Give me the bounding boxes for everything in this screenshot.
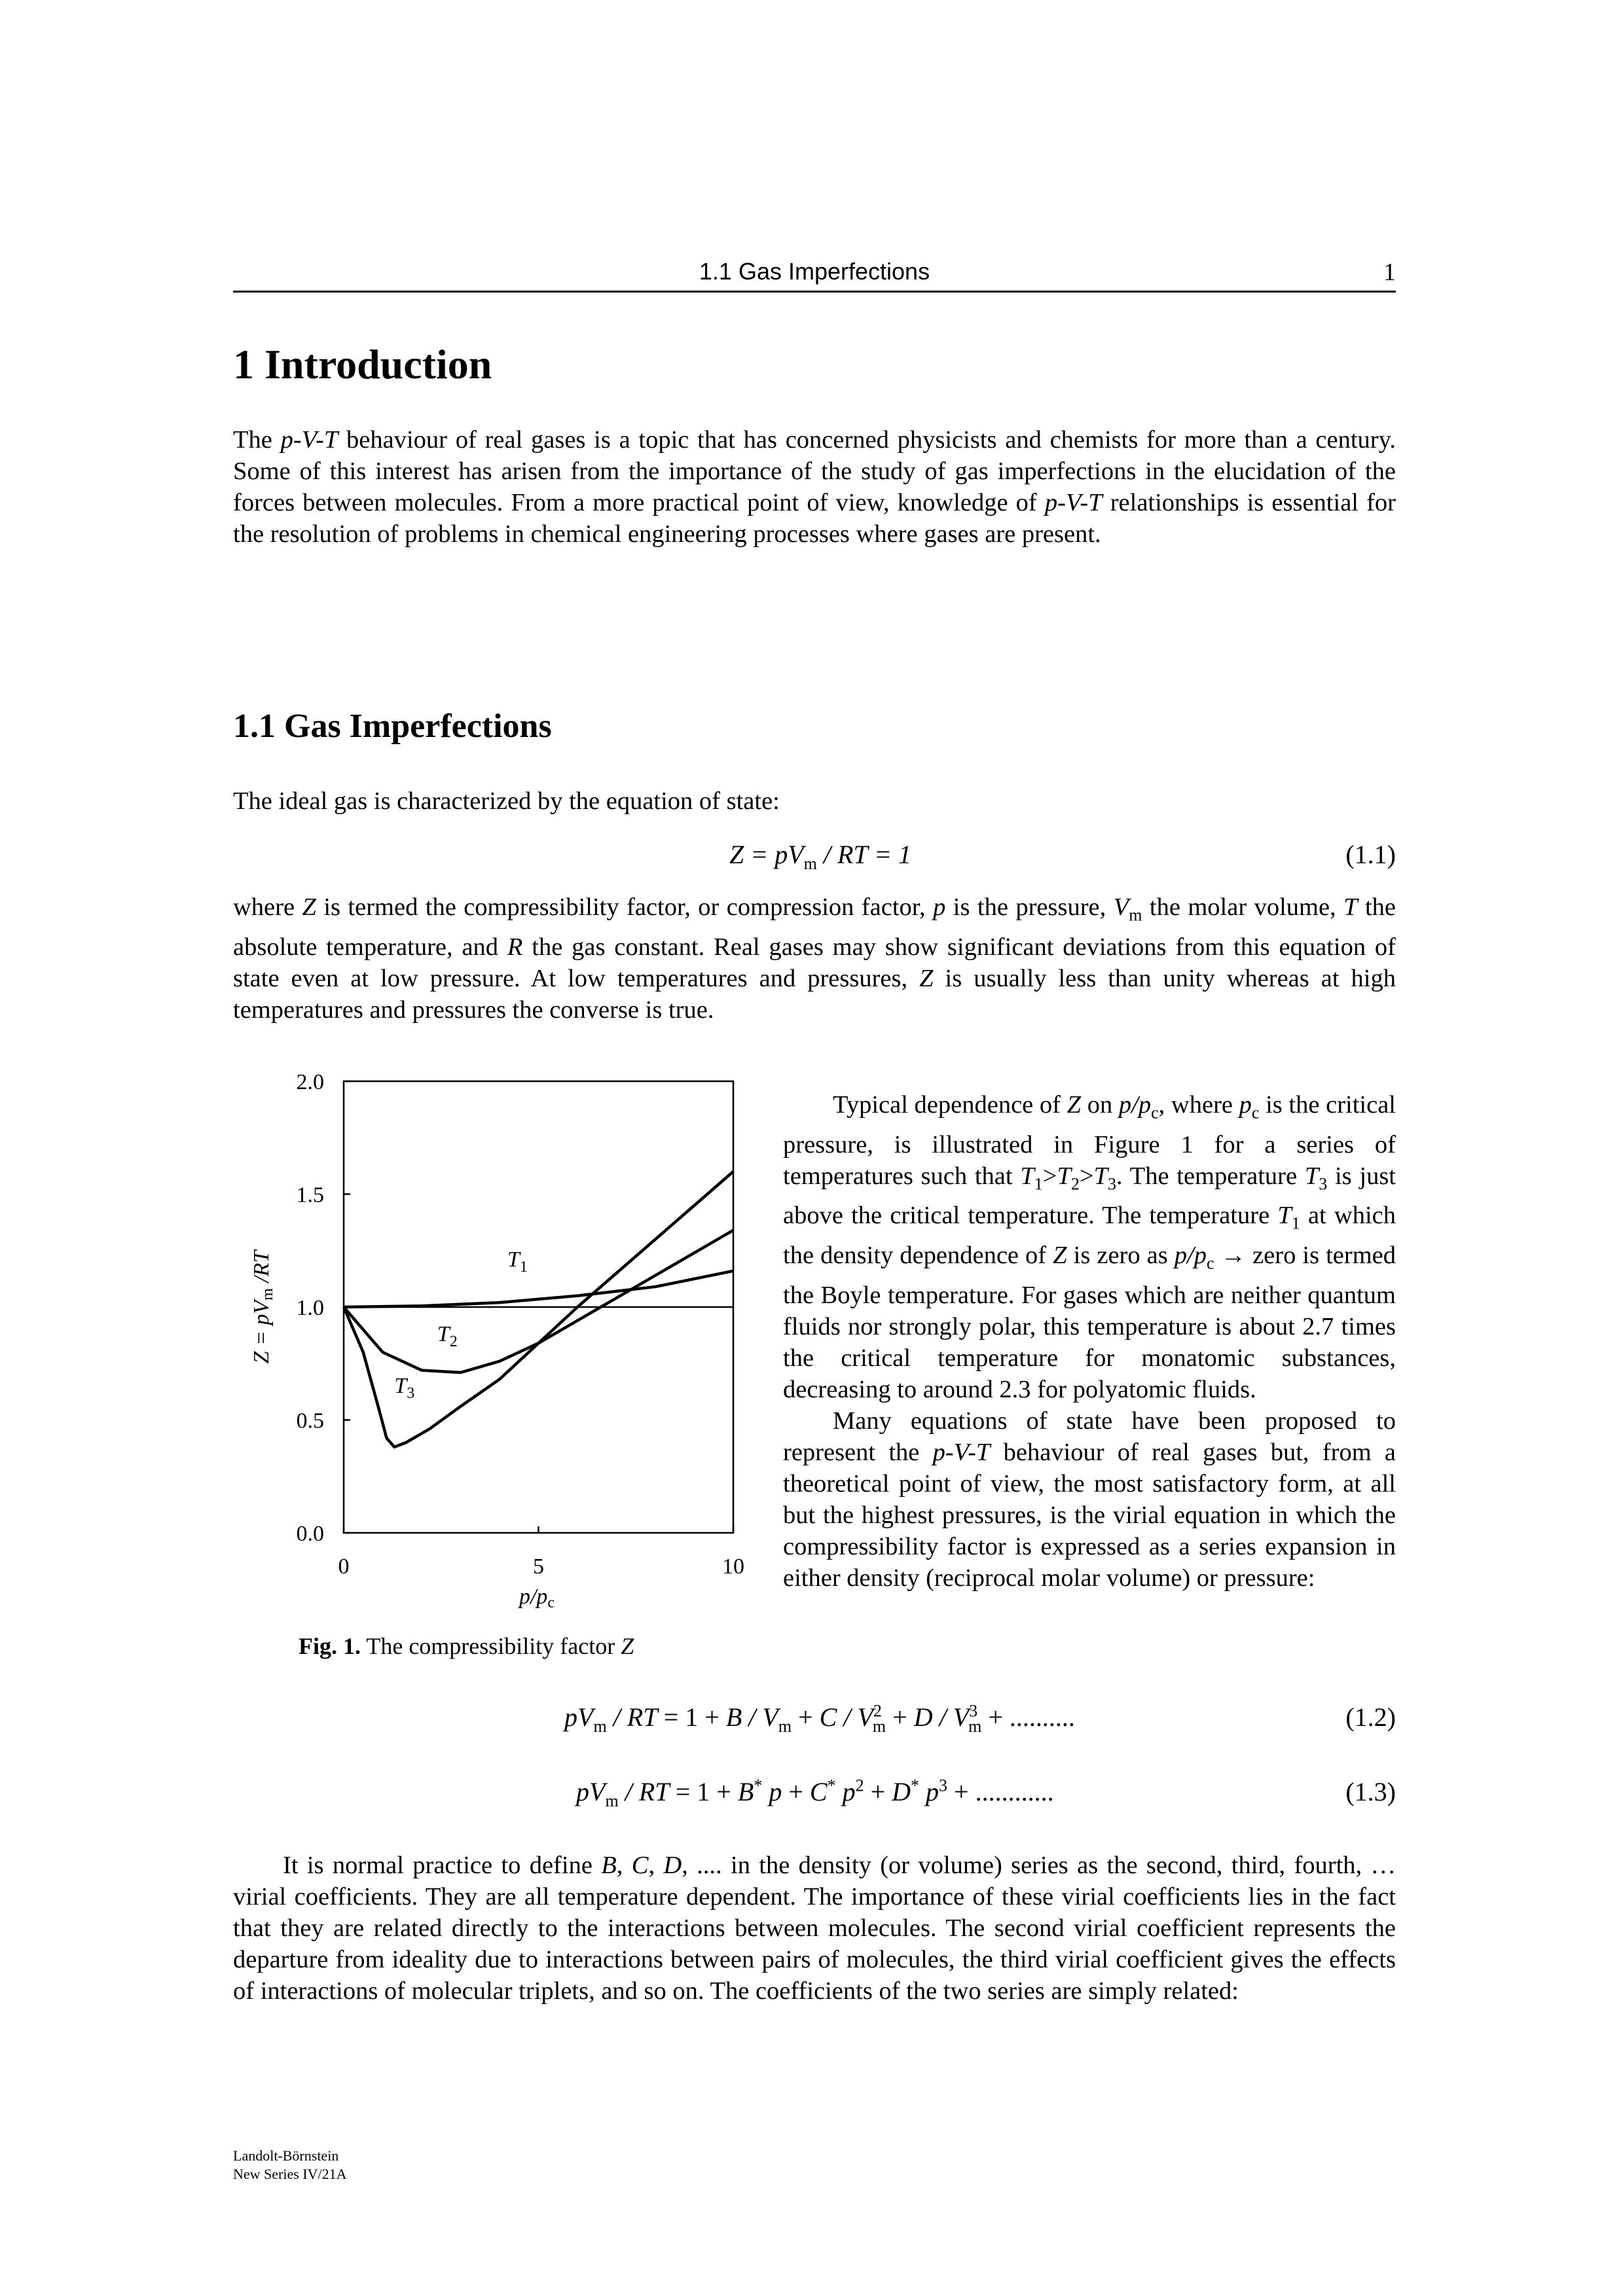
series-labels: [394, 1247, 527, 1402]
where-paragraph: where Z is termed the compressibility factor, or compression factor, p is the pressure, $V_m$ the molar volume, T the absolute temperature, and R the gas constant. Real gases may show significant deviations from this equation of state even at low pressure. At low temperatures and pressures, Z is usually less than unity whereas at high temperatures and pressures the converse is true.: [233, 893, 1396, 1024]
equation-number-1-3: (1.3): [1345, 1777, 1396, 1806]
page-number: 1: [1383, 259, 1396, 286]
y-tick-label: 0.0: [296, 1522, 324, 1546]
series-line-t1: [344, 1271, 733, 1307]
x-tick-label: 5: [533, 1554, 544, 1579]
y-tick-label: 1.5: [296, 1183, 324, 1208]
x-axis-label: p/pc: [519, 1585, 555, 1611]
series-lines: [344, 1172, 733, 1447]
equation-1-2: $pV_m$ / RT = $1 + B / V_m + C / V^2_m + D / V^3_m$ + ..........: [564, 1702, 1075, 1736]
right-paragraph-1: Typical dependence of Z on $p/p_c$, where $p_c$ is the critical pressure, is illustrated in Figure 1 for a series of temperatures such that $T_1>T_2>T_3$. The temperature $T_3$ is just above the critical temperature. The temperature $T_1$ at which the density dependence of Z is zero as $p/p_c$ → zero is termed the Boyle temperature. For gases which are neither quantum fluids nor strongly polar, this temperature is about 2.7 times the critical temperature for monatomic substances, decreasing to around 2.3 for polyatomic fluids.: [783, 1091, 1396, 1403]
right-column-text: [783, 1089, 1396, 1594]
series-label-t3: $T_3$: [394, 1374, 415, 1403]
y-tick-label: 1.0: [296, 1296, 324, 1320]
y-axis-ticks: [297, 1070, 351, 1546]
section-lead: The ideal gas is characterized by the equation of state:: [233, 787, 780, 815]
y-tick-label: 2.0: [296, 1070, 324, 1094]
chapter-title: 1 Introduction: [233, 341, 492, 387]
x-axis-ticks: [338, 1526, 745, 1579]
x-tick-label: 10: [722, 1554, 744, 1579]
equation-number-1-1: (1.1): [1345, 840, 1396, 869]
series-label-t1: $T_1$: [507, 1247, 528, 1276]
series-label-t2: $T_2$: [437, 1321, 458, 1350]
compressibility-chart: [236, 1060, 773, 1623]
series-line-t2: [344, 1230, 733, 1372]
intro-paragraph: The p-V-T behaviour of real gases is a topic that has concerned physicists and chemists for more than a century. Some of this interest has arisen from the importance of the study of gas imperfections in the elucidation of the forces between molecules. From a more practical point of view, knowledge of p-V-T relationships is essential for the resolution of problems in chemical engineering processes where gases are present.: [233, 426, 1396, 548]
equation-1-3: $pV_m$ / RT = 1 + B* p + C* $p^2 + D^*$ $p^3$ + ............: [576, 1776, 1054, 1811]
x-tick-label: 0: [338, 1554, 350, 1579]
footer-publisher: Landolt-Börnstein: [233, 2147, 339, 2164]
closing-paragraph: It is normal practice to define B, C, D, .... in the density (or volume) series as the second, third, fourth, … virial coefficients. They are all temperature dependent. The importance of these virial coefficients lies in the fact that they are related directly to the interactions between molecules. The second virial coefficient represents the departure from ideality due to interactions between pairs of molecules, the third virial coefficient gives the effects of interactions of molecular triplets, and so on. The coefficients of the two series are simply related:: [233, 1852, 1396, 2005]
footer-series: New Series IV/21A: [233, 2166, 347, 2182]
running-head: [233, 254, 1396, 293]
running-title: 1.1 Gas Imperfections: [699, 258, 930, 285]
series-line-t3: [344, 1172, 733, 1447]
y-tick-label: 0.5: [296, 1408, 324, 1433]
section-title: 1.1 Gas Imperfections: [233, 708, 552, 745]
equation-number-1-2: (1.2): [1345, 1702, 1396, 1732]
figure-caption: Fig. 1. The compressibility factor Z: [299, 1633, 634, 1659]
equation-1-1: $Z = pV_m$ / RT = 1: [729, 840, 911, 873]
footer: [233, 2147, 347, 2183]
y-axis-label: Z = pVm /RT: [249, 1250, 276, 1364]
right-paragraph-2: Many equations of state have been proposed to represent the p-V-T behaviour of real gases but, from a theoretical point of view, the most satisfactory form, at all but the highest pressures, is the virial equation in which the compressibility factor is expressed as a series expansion in either density (reciprocal molar volume) or pressure:: [783, 1407, 1396, 1592]
